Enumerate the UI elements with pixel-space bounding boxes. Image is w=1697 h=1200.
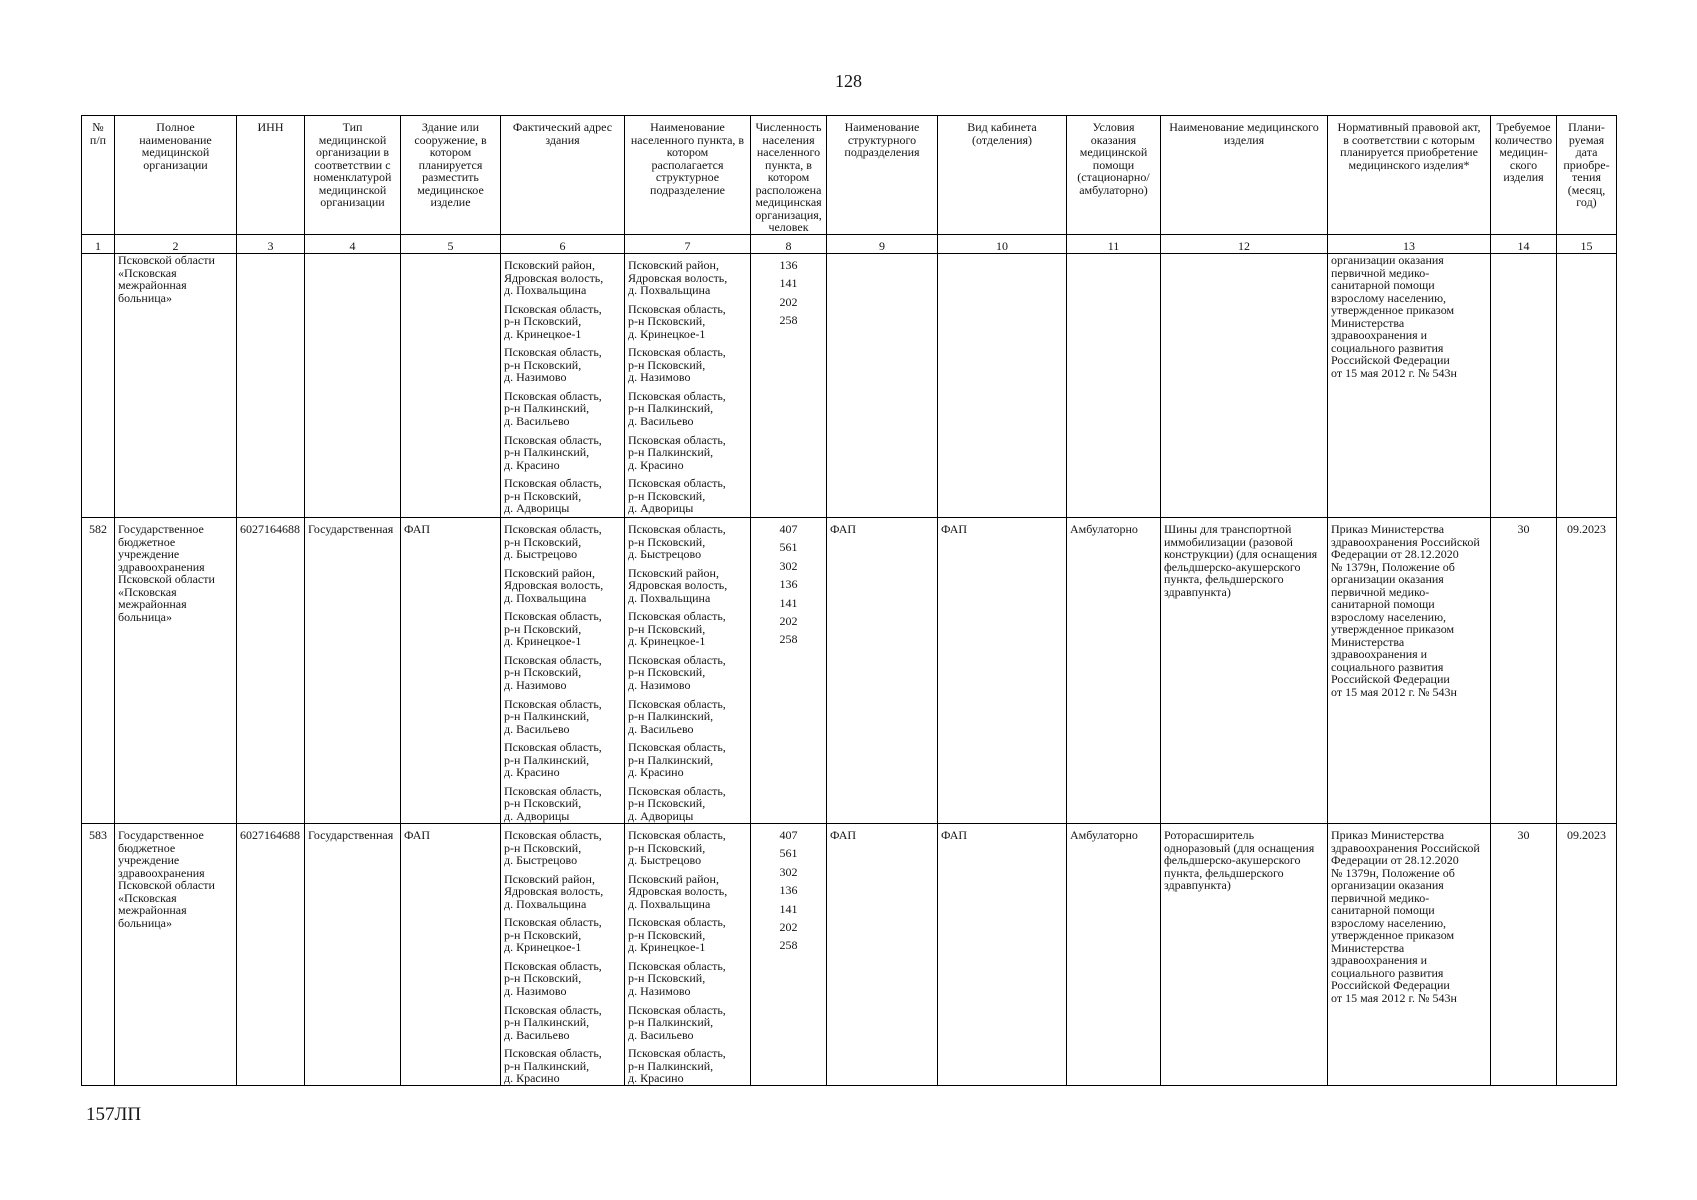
address-entry: Псковская область, р-н Палкинский, д. Красино — [504, 740, 602, 780]
data-table — [81, 115, 1617, 1086]
settlement-entry: Псковский район, Ядровская волость, д. Похвальщина — [628, 565, 728, 605]
settlement-entry: Псковская область, р-н Псковский, д. Адворицы — [628, 476, 726, 516]
column-number-14: 14 — [1491, 235, 1557, 254]
cabinet-type-cell: ФАП — [938, 824, 1067, 1086]
column-number-6: 6 — [501, 235, 625, 254]
page-number: 128 — [835, 71, 862, 91]
address-entry: Псковская область, р-н Палкинский, д. Васильево — [504, 388, 602, 428]
population-value: 258 — [779, 632, 798, 647]
settlement-entry: Псковский район, Ядровская волость, д. Похвальщина — [628, 871, 728, 911]
column-header-12: Наименование медицинского изделия — [1161, 116, 1328, 235]
population-value: 561 — [779, 846, 798, 861]
table-row — [82, 518, 1617, 824]
settlement-cell — [625, 824, 751, 1086]
address-entry: Псковская область, р-н Псковский, д. Быстрецово — [504, 522, 602, 561]
footer-document-code: 157ЛП — [86, 1104, 142, 1125]
cabinet-type-cell — [938, 254, 1067, 518]
quantity-cell: 30 — [1491, 518, 1557, 824]
population-value: 141 — [779, 595, 798, 610]
column-header-8: Численность населения населенного пункта, в котором расположена медицинская организация, человек — [751, 116, 827, 235]
table-body — [82, 254, 1617, 1086]
population-cell — [751, 518, 827, 824]
medical-device-cell — [1161, 254, 1328, 518]
inn-cell: 6027164688 — [237, 824, 305, 1086]
row-number-cell — [82, 254, 115, 518]
column-header-14: Требуемое количество медицин- ского изделия — [1491, 116, 1557, 235]
inn-cell: 6027164688 — [237, 518, 305, 824]
address-entry: Псковская область, р-н Псковский, д. Назимово — [504, 652, 602, 692]
population-value: 136 — [779, 577, 798, 592]
legal-act-cell: Приказ Министерства здравоохранения Российской Федерации от 28.12.2020 № 1379н, Положение об организации оказания первичной медико- санитарной помощи взрослому населению, утвержденное приказом Министерства здравоохранения и социального развития Российской Федерации от 15 мая 2012 г. № 543н — [1328, 824, 1491, 1086]
purchase-date-cell: 09.2023 — [1557, 518, 1617, 824]
population-value: 407 — [779, 522, 798, 536]
address-entry: Псковский район, Ядровская волость, д. Похвальщина — [504, 871, 604, 911]
address-entry: Псковская область, р-н Псковский, д. Назимово — [504, 958, 602, 998]
table-row — [82, 254, 1617, 518]
care-conditions-cell: Амбулаторно — [1067, 518, 1161, 824]
column-header-10: Вид кабинета (отделения) — [938, 116, 1067, 235]
row-number-cell: 583 — [82, 824, 115, 1086]
organization-name-cell: Государственное бюджетное учреждение здравоохранения Псковской области «Псковская межрайонная больница» — [115, 824, 237, 1086]
purchase-date-cell — [1557, 254, 1617, 518]
address-entry: Псковский район, Ядровская волость, д. Похвальщина — [504, 258, 604, 297]
address-entry: Псковская область, р-н Палкинский, д. Красино — [504, 432, 602, 472]
address-cell — [501, 518, 625, 824]
division-cell: ФАП — [827, 518, 938, 824]
organization-type-cell — [305, 254, 401, 518]
column-number-15: 15 — [1557, 235, 1617, 254]
settlement-entry: Псковская область, р-н Палкинский, д. Васильево — [628, 388, 726, 428]
settlement-entry: Псковская область, р-н Псковский, д. Кринецкое-1 — [628, 609, 726, 649]
column-header-9: Наименование структурного подразделения — [827, 116, 938, 235]
settlement-cell — [625, 254, 751, 518]
column-header-5: Здание или сооружение, в котором планируется разместить медицинское изделие — [401, 116, 501, 235]
column-header-2: Полное наименование медицинской организации — [115, 116, 237, 235]
settlement-entry: Псковская область, р-н Палкинский, д. Красино — [628, 740, 726, 780]
medical-device-cell: Шины для транспортной иммобилизации (разовой конструкции) (для оснащения фельдшерско-акушерского пункта, фельдшерского здравпункта) — [1161, 518, 1328, 824]
care-conditions-cell — [1067, 254, 1161, 518]
address-cell — [501, 254, 625, 518]
population-value: 202 — [779, 294, 798, 309]
settlement-entry: Псковская область, р-н Псковский, д. Быстрецово — [628, 522, 726, 561]
division-cell — [827, 254, 938, 518]
medical-device-cell: Роторасширитель одноразовый (для оснащения фельдшерско-акушерского пункта, фельдшерского здравпункта) — [1161, 824, 1328, 1086]
building-cell — [401, 254, 501, 518]
column-number-row — [82, 235, 1617, 254]
column-number-12: 12 — [1161, 235, 1328, 254]
address-entry: Псковская область, р-н Псковский, д. Кринецкое-1 — [504, 915, 602, 955]
column-header-11: Условия оказания медицинской помощи (стационарно/ амбулаторно) — [1067, 116, 1161, 235]
population-value: 258 — [779, 938, 798, 953]
column-header-13: Нормативный правовой акт, в соответствии с которым планируется приобретение медицинского изделия* — [1328, 116, 1491, 235]
column-header-1: № п/п — [82, 116, 115, 235]
address-entry: Псковская область, р-н Псковский, д. Кринецкое-1 — [504, 301, 602, 341]
row-number-cell: 582 — [82, 518, 115, 824]
address-entry: Псковская область, р-н Псковский, д. Быстрецово — [504, 828, 602, 867]
inn-cell — [237, 254, 305, 518]
address-entry: Псковская область, р-н Псковский, д. Адворицы — [504, 476, 602, 516]
column-number-10: 10 — [938, 235, 1067, 254]
settlement-entry: Псковская область, р-н Палкинский, д. Красино — [628, 1046, 726, 1086]
legal-act-cell: Приказ Министерства здравоохранения Российской Федерации от 28.12.2020 № 1379н, Положение об организации оказания первичной медико- санитарной помощи взрослому населению, утвержденное приказом Министерства здравоохранения и социального развития Российской Федерации от 15 мая 2012 г. № 543н — [1328, 518, 1491, 824]
table-row — [82, 824, 1617, 1086]
organization-type-cell: Государственная — [305, 824, 401, 1086]
building-cell: ФАП — [401, 824, 501, 1086]
settlement-entry: Псковская область, р-н Палкинский, д. Красино — [628, 432, 726, 472]
population-value: 136 — [779, 258, 798, 272]
population-value: 202 — [779, 920, 798, 935]
column-number-11: 11 — [1067, 235, 1161, 254]
settlement-entry: Псковская область, р-н Псковский, д. Кринецкое-1 — [628, 301, 726, 341]
building-cell: ФАП — [401, 518, 501, 824]
population-value: 136 — [779, 883, 798, 898]
population-value: 141 — [779, 276, 798, 291]
settlement-entry: Псковская область, р-н Палкинский, д. Васильево — [628, 696, 726, 736]
population-value: 302 — [779, 864, 798, 879]
settlement-entry: Псковский район, Ядровская волость, д. Похвальщина — [628, 258, 728, 297]
population-value: 407 — [779, 828, 798, 842]
purchase-date-cell: 09.2023 — [1557, 824, 1617, 1086]
column-number-7: 7 — [625, 235, 751, 254]
column-header-4: Тип медицинской организации в соответствии с номенклатурой медицинской организации — [305, 116, 401, 235]
column-header-6: Фактический адрес здания — [501, 116, 625, 235]
table-head — [82, 116, 1617, 254]
organization-name-cell: Государственное бюджетное учреждение здравоохранения Псковской области «Псковская межрайонная больница» — [115, 518, 237, 824]
settlement-entry: Псковская область, р-н Псковский, д. Назимово — [628, 652, 726, 692]
address-cell — [501, 824, 625, 1086]
column-number-3: 3 — [237, 235, 305, 254]
column-number-13: 13 — [1328, 235, 1491, 254]
column-header-7: Наименование населенного пункта, в котором располагается структурное подразделение — [625, 116, 751, 235]
address-entry: Псковская область, р-н Псковский, д. Адворицы — [504, 783, 602, 823]
settlement-entry: Псковская область, р-н Палкинский, д. Васильево — [628, 1002, 726, 1042]
quantity-cell — [1491, 254, 1557, 518]
population-value: 561 — [779, 540, 798, 555]
column-number-5: 5 — [401, 235, 501, 254]
settlement-entry: Псковская область, р-н Псковский, д. Кринецкое-1 — [628, 915, 726, 955]
header-row — [82, 116, 1617, 235]
settlement-entry: Псковская область, р-н Псковский, д. Назимово — [628, 958, 726, 998]
population-value: 302 — [779, 558, 798, 573]
address-entry: Псковский район, Ядровская волость, д. Похвальщина — [504, 565, 604, 605]
column-header-15: Плани- руемая дата приобре- тения (месяц, год) — [1557, 116, 1617, 235]
column-header-3: ИНН — [237, 116, 305, 235]
population-value: 202 — [779, 614, 798, 629]
settlement-entry: Псковская область, р-н Псковский, д. Адворицы — [628, 783, 726, 823]
care-conditions-cell: Амбулаторно — [1067, 824, 1161, 1086]
column-number-9: 9 — [827, 235, 938, 254]
address-entry: Псковская область, р-н Палкинский, д. Васильево — [504, 1002, 602, 1042]
organization-name-cell: Псковской области «Псковская межрайонная больница» — [115, 254, 237, 518]
column-number-2: 2 — [115, 235, 237, 254]
population-cell — [751, 254, 827, 518]
cabinet-type-cell: ФАП — [938, 518, 1067, 824]
settlement-entry: Псковская область, р-н Псковский, д. Назимово — [628, 345, 726, 385]
quantity-cell: 30 — [1491, 824, 1557, 1086]
division-cell: ФАП — [827, 824, 938, 1086]
settlement-entry: Псковская область, р-н Псковский, д. Быстрецово — [628, 828, 726, 867]
settlement-cell — [625, 518, 751, 824]
address-entry: Псковская область, р-н Палкинский, д. Васильево — [504, 696, 602, 736]
population-value: 258 — [779, 313, 798, 328]
column-number-8: 8 — [751, 235, 827, 254]
address-entry: Псковская область, р-н Псковский, д. Кринецкое-1 — [504, 609, 602, 649]
column-number-4: 4 — [305, 235, 401, 254]
column-number-1: 1 — [82, 235, 115, 254]
population-value: 141 — [779, 901, 798, 916]
organization-type-cell: Государственная — [305, 518, 401, 824]
legal-act-cell: организации оказания первичной медико- санитарной помощи взрослому населению, утвержденное приказом Министерства здравоохранения и социального развития Российской Федерации от 15 мая 2012 г. № 543н — [1328, 254, 1491, 518]
population-cell — [751, 824, 827, 1086]
address-entry: Псковская область, р-н Палкинский, д. Красино — [504, 1046, 602, 1086]
address-entry: Псковская область, р-н Псковский, д. Назимово — [504, 345, 602, 385]
